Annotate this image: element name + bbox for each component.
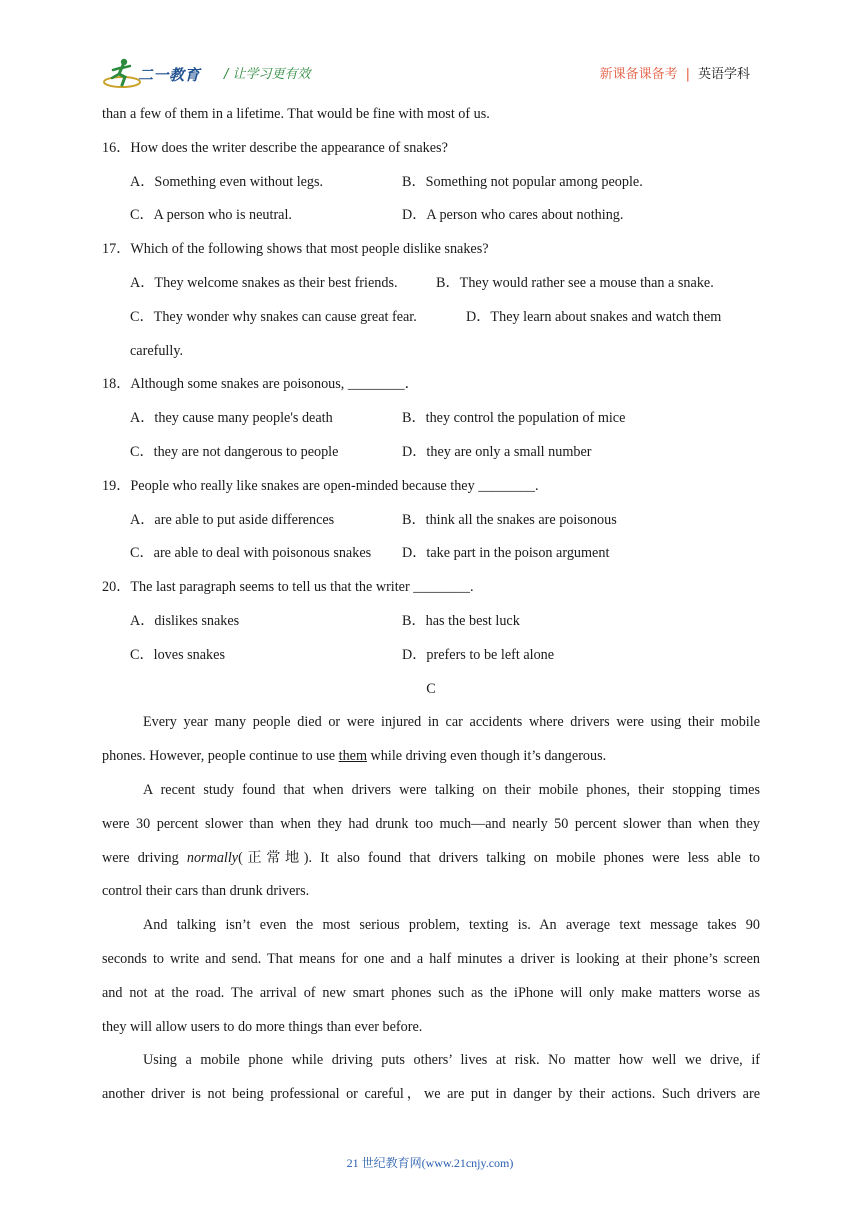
option-d: D．prefers to be left alone (402, 646, 555, 663)
question-19-options-ab (102, 507, 760, 541)
question-20-stem: 20．The last paragraph seems to tell us that the writer ________. (102, 579, 474, 596)
option-a: A．are able to put aside differences (130, 511, 335, 528)
option-c: C．they are not dangerous to people (130, 443, 339, 460)
option-a: A．Something even without legs. (130, 173, 324, 190)
text-run: were driving (102, 849, 187, 866)
option-a: A．dislikes snakes (130, 612, 240, 629)
slogan: / 让学习更有效 (224, 67, 311, 82)
option-d-continued: carefully. (130, 342, 184, 359)
option-b: B．they control the population of mice (402, 410, 626, 427)
logo (102, 56, 214, 90)
header-subject-info (600, 63, 750, 82)
header-separator: | (685, 67, 690, 82)
paragraph-line: seconds to write and send. That means for one and a half minutes a driver is looking at their phone’s screen (102, 950, 760, 967)
option-c: C．They wonder why snakes can cause great fear. (130, 308, 417, 325)
question-19-stem: 19．People who really like snakes are open-minded because they ________. (102, 477, 539, 494)
runner-logo-icon (102, 56, 142, 90)
italic-word: normally (186, 849, 239, 866)
paragraph-line (102, 845, 760, 879)
question-18-stem: 18．Although some snakes are poisonous, ________． (102, 376, 419, 393)
paragraph-line: and not at the road. The arrival of new smart phones such as the iPhone will only make matters worse as (102, 984, 760, 1001)
text-run: while driving even though it’s dangerous. (367, 748, 607, 765)
option-c: C．loves snakes (130, 646, 225, 663)
option-c: C．are able to deal with poisonous snakes (130, 545, 372, 562)
text-run: phones. However, people continue to use (102, 748, 339, 765)
passage-paragraph-3 (102, 912, 760, 1047)
page-header (102, 56, 758, 90)
question-17-stem: 17．Which of the following shows that most people dislike snakes? (102, 241, 489, 258)
paragraph-line: And talking isn’t even the most serious problem, texting is. An average text message takes 90 (143, 917, 760, 934)
option-d: D．take part in the poison argument (402, 545, 610, 562)
paragraph-line: Using a mobile phone while driving puts others’ lives at risk. No matter how well we drive, if (143, 1052, 760, 1069)
option-a: A．they cause many people's death (130, 410, 333, 427)
question-17-option-d-continued (102, 338, 760, 372)
paragraph-line: they will allow users to do more things than ever before. (102, 1018, 423, 1035)
paragraph-line: control their cars than drunk drivers. (102, 883, 310, 900)
logo-text: 二一教育 (138, 66, 201, 84)
option-b: B．They would rather see a mouse than a snake. (436, 274, 714, 291)
paragraph-line: Every year many people died or were injured in car accidents where drivers were using their mobile (143, 714, 760, 731)
text-run: (正常地). It also found that drivers talking on mobile phones were less able to (238, 849, 760, 866)
section-heading: C (426, 680, 436, 697)
intro-line: than a few of them in a lifetime. That would be fine with most of us. (102, 106, 490, 122)
option-b: B．has the best luck (402, 612, 520, 629)
paragraph-line (102, 743, 760, 777)
option-a: A．They welcome snakes as their best friends. (130, 274, 398, 291)
option-d: D．they are only a small number (402, 443, 592, 460)
question-18-options-cd (102, 439, 760, 473)
paragraph-line: another driver is not being professional or careful，we are put in danger by their actions. Such drivers are (102, 1086, 760, 1103)
option-b: B．think all the snakes are poisonous (402, 511, 617, 528)
question-18-options-ab (102, 405, 760, 439)
question-20-options-cd (102, 642, 760, 676)
paragraph-line: were 30 percent slower than when they had drunk too much—and nearly 50 percent slower than when they (102, 815, 760, 832)
option-d: D．A person who cares about nothing. (402, 207, 624, 224)
passage-paragraph-4 (102, 1047, 760, 1115)
header-category: 新课备课备考 (599, 67, 678, 82)
option-c: C．A person who is neutral. (130, 207, 292, 224)
question-17-options-ab (102, 270, 760, 304)
page-footer[interactable]: 21 世纪教育网(www.21cnjy.com) (346, 1156, 514, 1170)
question-16-options-ab (102, 169, 760, 203)
header-subject: 英语学科 (697, 67, 750, 82)
option-d: D．They learn about snakes and watch them (466, 308, 722, 325)
question-16-options-cd (102, 202, 760, 236)
underlined-word: them (338, 748, 367, 765)
question-16-stem: 16．How does the writer describe the appearance of snakes? (102, 139, 448, 156)
paragraph-line: A recent study found that when drivers were talking on their mobile phones, their stopping times (143, 781, 760, 798)
question-17-options-cd (102, 304, 760, 338)
passage-paragraph-2 (102, 777, 760, 912)
question-19-options-cd (102, 540, 760, 574)
question-20-options-ab (102, 608, 760, 642)
passage-paragraph-1 (102, 709, 760, 777)
document-body (102, 101, 760, 1115)
option-b: B．Something not popular among people. (402, 173, 643, 190)
